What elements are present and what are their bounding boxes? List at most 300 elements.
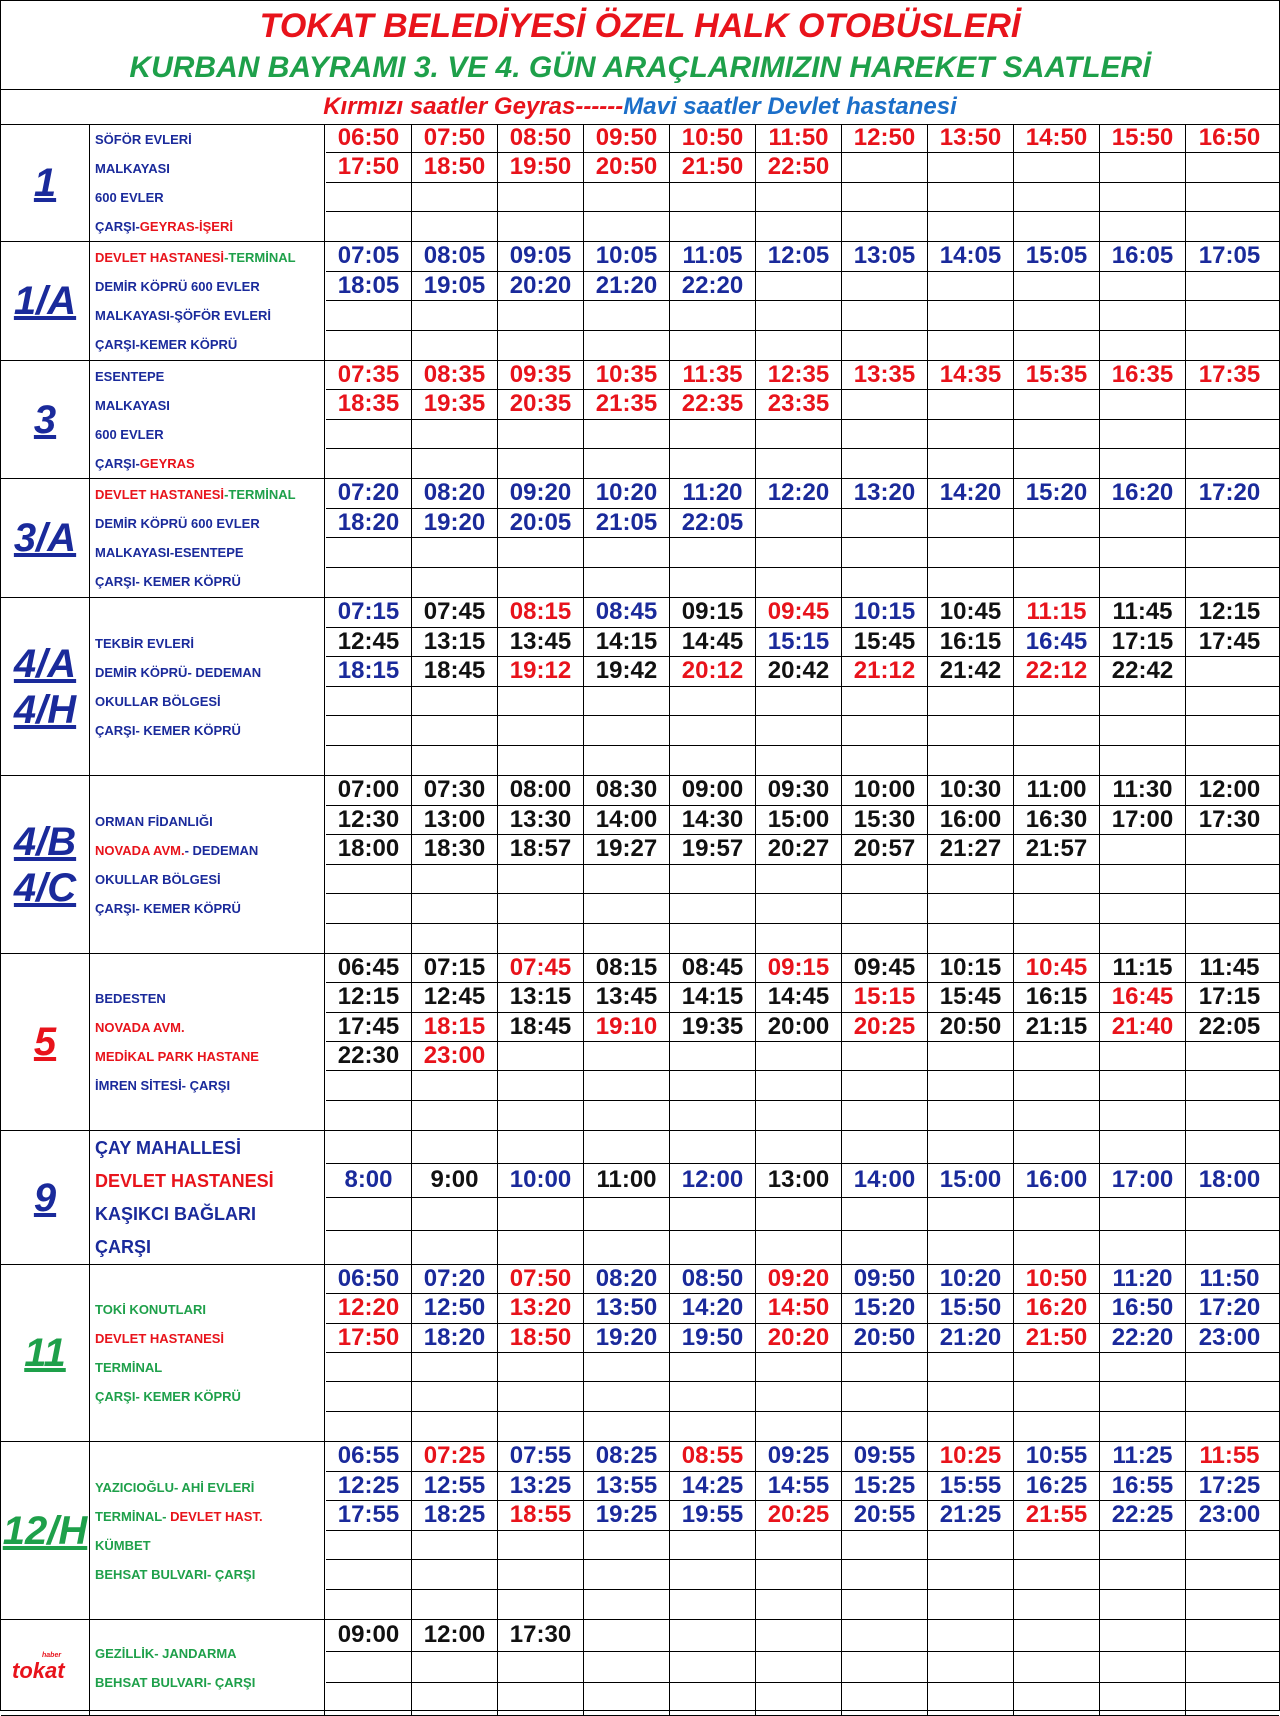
time-cell	[584, 865, 670, 894]
time-cell	[584, 1382, 670, 1410]
route-number: 1	[33, 160, 57, 205]
time-cell: 11:35	[670, 361, 756, 389]
time-cell: 10:50	[1014, 1265, 1100, 1293]
time-cell	[498, 538, 584, 567]
time-row	[326, 776, 1279, 806]
time-cell	[412, 183, 498, 211]
time-cell	[756, 1382, 842, 1410]
departure-times	[326, 1620, 1279, 1715]
time-cell	[584, 1620, 670, 1651]
time-cell: 19:20	[584, 1324, 670, 1352]
time-cell: 12:00	[412, 1620, 498, 1651]
time-cell	[1014, 331, 1100, 361]
time-cell: 08:50	[670, 1265, 756, 1293]
time-cell	[584, 331, 670, 361]
time-cell	[412, 924, 498, 954]
time-cell: 08:05	[412, 242, 498, 271]
route-number: 3	[33, 397, 57, 442]
time-cell: 13:30	[498, 806, 584, 835]
stop-name: KÜMBET	[95, 1537, 151, 1553]
time-cell: 12:20	[326, 1294, 412, 1322]
time-cell	[1186, 746, 1273, 776]
stop-name: DEVLET HASTANESİ-TERMİNAL	[95, 250, 296, 265]
time-cell	[670, 894, 756, 923]
time-cell	[928, 1620, 1014, 1651]
time-cell: 14:50	[756, 1294, 842, 1322]
time-cell: 20:05	[498, 509, 584, 538]
route-section	[1, 1442, 1279, 1620]
time-cell	[1014, 687, 1100, 716]
time-cell	[584, 449, 670, 478]
departure-times	[326, 242, 1279, 360]
time-cell	[412, 1101, 498, 1130]
time-cell	[1100, 1590, 1186, 1620]
departure-times	[326, 1265, 1279, 1441]
time-cell: 21:05	[584, 509, 670, 538]
time-cell	[584, 301, 670, 330]
stop-name: DEMİR KÖPRÜ 600 EVLER	[95, 279, 260, 294]
time-cell: 08:50	[498, 124, 584, 152]
time-cell	[1014, 538, 1100, 567]
time-cell	[842, 894, 928, 923]
time-cell	[1100, 1353, 1186, 1381]
time-cell: 13:35	[842, 361, 928, 389]
time-cell	[498, 687, 584, 716]
time-cell: 22:50	[756, 153, 842, 181]
time-cell: 12:30	[326, 806, 412, 835]
time-row	[326, 1324, 1279, 1353]
time-cell: 07:05	[326, 242, 412, 271]
time-cell: 19:12	[498, 657, 584, 686]
time-cell	[1186, 1101, 1273, 1130]
time-cell	[1186, 1071, 1273, 1099]
time-cell: 07:30	[412, 776, 498, 805]
stop-name: ÇARŞI- KEMER KÖPRÜ	[95, 574, 241, 589]
time-cell: 09:20	[756, 1265, 842, 1293]
time-cell: 08:35	[412, 361, 498, 389]
time-cell	[928, 1683, 1014, 1715]
time-cell	[498, 746, 584, 776]
route-number-cell	[1, 242, 90, 360]
time-cell	[756, 1042, 842, 1070]
time-cell	[756, 183, 842, 211]
time-cell	[326, 1683, 412, 1715]
time-row	[326, 153, 1279, 182]
time-cell	[498, 1412, 584, 1441]
time-cell: 10:15	[842, 598, 928, 627]
time-cell: 14:50	[1014, 124, 1100, 152]
stop-name: BEDESTEN	[95, 991, 166, 1006]
time-cell: 10:00	[842, 776, 928, 805]
time-cell	[326, 1560, 412, 1589]
time-cell	[326, 687, 412, 716]
time-cell	[498, 1652, 584, 1683]
time-cell: 14:25	[670, 1472, 756, 1501]
time-cell	[928, 568, 1014, 598]
time-cell	[412, 1131, 498, 1163]
time-cell	[498, 331, 584, 361]
time-cell: 12:15	[1198, 598, 1261, 626]
time-cell	[326, 420, 412, 448]
time-cell	[1014, 1101, 1100, 1130]
time-cell: 17:05	[1198, 242, 1261, 270]
time-cell: 17:00	[1100, 806, 1186, 835]
time-row	[326, 1231, 1279, 1264]
stop-name: MEDİKAL PARK HASTANE	[95, 1049, 259, 1064]
route-number: 5	[33, 1020, 57, 1064]
time-row	[326, 1013, 1279, 1042]
time-cell: 07:45	[498, 954, 584, 982]
time-cell: 17:45	[326, 1013, 412, 1041]
time-cell	[1014, 1412, 1100, 1441]
time-cell	[670, 1131, 756, 1163]
time-cell	[842, 509, 928, 538]
time-cell	[670, 212, 756, 241]
time-cell	[670, 924, 756, 954]
time-cell	[842, 687, 928, 716]
route-section	[1, 242, 1279, 361]
time-row	[326, 657, 1279, 687]
time-cell	[928, 538, 1014, 567]
time-cell: 18:20	[326, 509, 412, 538]
route-number: 3/A	[13, 516, 77, 560]
time-row	[326, 331, 1279, 361]
time-cell: 22:42	[1100, 657, 1186, 686]
time-cell	[412, 212, 498, 241]
time-cell: 14:15	[584, 628, 670, 657]
time-cell	[1186, 331, 1273, 361]
time-cell: 07:20	[326, 479, 412, 508]
time-cell	[756, 716, 842, 745]
stop-name: YAZICIOĞLU- AHİ EVLERİ	[95, 1479, 255, 1495]
time-cell: 12:15	[326, 983, 412, 1011]
route-stops	[90, 242, 325, 360]
time-cell: 06:45	[326, 954, 412, 982]
time-cell	[756, 538, 842, 567]
time-cell	[1014, 153, 1100, 181]
time-row	[326, 835, 1279, 865]
time-cell	[584, 1652, 670, 1683]
time-cell	[756, 1652, 842, 1683]
time-cell: 23:00	[412, 1042, 498, 1070]
route-section	[1, 124, 1279, 242]
time-cell	[498, 1042, 584, 1070]
time-cell: 14:20	[670, 1294, 756, 1322]
time-cell: 15:15	[842, 983, 928, 1011]
stop-name: SÖFÖR EVLERİ	[95, 131, 192, 147]
departure-times	[326, 479, 1279, 597]
time-cell: 07:45	[412, 598, 498, 627]
time-cell: 22:05	[1198, 1012, 1261, 1040]
stop-name: TEKBİR EVLERİ	[95, 635, 194, 651]
time-cell	[756, 687, 842, 716]
route-stops	[90, 124, 325, 241]
time-cell: 14:15	[670, 983, 756, 1011]
time-cell	[1014, 1590, 1100, 1620]
time-cell: 17:20	[1198, 479, 1261, 507]
time-cell	[498, 301, 584, 330]
time-row	[326, 1412, 1279, 1441]
time-cell	[326, 301, 412, 330]
stop-name: İMREN SİTESİ- ÇARŞI	[95, 1078, 231, 1093]
route-stops	[90, 954, 325, 1130]
stop-name: MALKAYASI-ESENTEPE	[95, 545, 244, 560]
time-cell: 13:00	[412, 806, 498, 835]
page-title: TOKAT BELEDİYESİ ÖZEL HALK OTOBÜSLERİ	[259, 7, 1021, 45]
time-cell: 17:30	[498, 1620, 584, 1651]
time-cell	[928, 272, 1014, 301]
time-cell	[842, 568, 928, 598]
time-cell	[756, 894, 842, 923]
time-cell	[1100, 1198, 1186, 1230]
time-cell: 18:25	[412, 1501, 498, 1530]
time-cell	[1100, 1042, 1186, 1070]
time-cell	[842, 1683, 928, 1715]
schedule-grid	[1, 124, 1279, 1716]
stop-name: BEHSAT BULVARI- ÇARŞI	[95, 1674, 256, 1690]
time-cell: 10:20	[584, 479, 670, 508]
time-cell	[1100, 212, 1186, 241]
time-cell: 11:50	[756, 124, 842, 152]
time-cell	[842, 1652, 928, 1683]
time-cell: 12:50	[842, 124, 928, 152]
time-cell: 13:50	[928, 124, 1014, 152]
time-cell	[1014, 568, 1100, 598]
time-cell	[670, 687, 756, 716]
time-cell: 19:57	[670, 835, 756, 864]
time-row	[326, 420, 1279, 449]
time-cell: 14:20	[928, 479, 1014, 508]
time-cell	[584, 1071, 670, 1099]
route-stops	[90, 479, 325, 597]
time-cell	[498, 1353, 584, 1381]
time-cell	[1186, 212, 1273, 241]
time-cell	[1100, 449, 1186, 478]
time-cell	[842, 153, 928, 181]
time-cell	[326, 212, 412, 241]
time-cell: 16:45	[1014, 628, 1100, 657]
time-cell	[842, 1231, 928, 1264]
time-cell: 10:30	[928, 776, 1014, 805]
time-cell: 16:50	[1198, 124, 1261, 152]
time-cell	[326, 183, 412, 211]
time-cell	[1014, 894, 1100, 923]
route-stops	[90, 776, 325, 953]
time-cell	[1186, 865, 1273, 894]
time-cell	[1100, 272, 1186, 301]
route-section	[1, 1131, 1279, 1265]
time-cell	[842, 1131, 928, 1163]
time-cell: 19:27	[584, 835, 670, 864]
time-cell	[1186, 183, 1273, 211]
time-cell	[1100, 509, 1186, 538]
time-cell	[584, 1560, 670, 1589]
time-cell: 16:55	[1100, 1472, 1186, 1501]
time-cell	[584, 746, 670, 776]
route-number: 9	[33, 1175, 57, 1220]
time-row	[326, 1131, 1279, 1164]
time-cell	[670, 568, 756, 598]
time-cell: 16:20	[1014, 1294, 1100, 1322]
time-cell	[756, 1531, 842, 1560]
time-cell: 17:00	[1100, 1164, 1186, 1196]
time-cell	[1100, 924, 1186, 954]
time-cell: 07:50	[498, 1265, 584, 1293]
time-cell: 22:05	[670, 509, 756, 538]
time-cell	[670, 1652, 756, 1683]
time-row	[326, 449, 1279, 478]
time-cell	[1186, 924, 1273, 954]
time-cell	[1100, 1620, 1186, 1651]
time-cell	[498, 716, 584, 745]
time-cell	[412, 449, 498, 478]
time-cell	[1186, 1131, 1273, 1163]
departure-times	[326, 1131, 1279, 1264]
time-cell	[928, 924, 1014, 954]
time-cell	[1100, 331, 1186, 361]
route-section	[1, 479, 1279, 598]
time-cell	[842, 390, 928, 418]
time-cell: 12:50	[412, 1294, 498, 1322]
time-cell	[326, 331, 412, 361]
time-cell	[928, 1353, 1014, 1381]
time-cell	[756, 1198, 842, 1230]
time-cell	[498, 1560, 584, 1589]
time-cell	[928, 1231, 1014, 1264]
time-cell: 12:45	[326, 628, 412, 657]
departure-times	[326, 776, 1279, 953]
time-cell	[498, 1531, 584, 1560]
time-cell	[498, 1683, 584, 1715]
time-cell	[928, 1412, 1014, 1441]
time-cell	[842, 746, 928, 776]
stop-name: ÇARŞI- KEMER KÖPRÜ	[95, 1389, 241, 1404]
time-cell	[670, 1590, 756, 1620]
time-cell	[498, 183, 584, 211]
route-stops	[90, 1265, 325, 1441]
time-cell	[842, 183, 928, 211]
time-cell	[1100, 687, 1186, 716]
time-cell: 11:50	[1199, 1265, 1260, 1293]
time-cell	[326, 1353, 412, 1381]
time-cell	[842, 331, 928, 361]
time-row	[326, 301, 1279, 331]
route-number: 4/A	[13, 641, 77, 686]
time-cell: 09:00	[670, 776, 756, 805]
stop-name: ÇARŞI-GEYRAS	[95, 455, 195, 471]
time-cell: 22:30	[326, 1042, 412, 1070]
time-cell	[498, 449, 584, 478]
time-cell	[326, 1101, 412, 1130]
route-number-cell	[1, 954, 90, 1130]
time-cell	[928, 1382, 1014, 1410]
time-row	[326, 1442, 1279, 1472]
time-row	[326, 865, 1279, 895]
route-number-cell	[1, 598, 90, 775]
time-cell: 12:35	[756, 361, 842, 389]
time-cell	[928, 509, 1014, 538]
time-cell	[928, 420, 1014, 448]
time-cell: 17:50	[326, 153, 412, 181]
route-number: 4/H	[13, 687, 77, 732]
time-cell	[1186, 835, 1273, 864]
time-cell	[756, 568, 842, 598]
time-cell: 07:00	[326, 776, 412, 805]
time-cell	[412, 1198, 498, 1230]
time-cell	[1014, 716, 1100, 745]
time-cell: 17:30	[1198, 805, 1261, 833]
route-section	[1, 776, 1279, 954]
time-cell	[842, 1198, 928, 1230]
time-cell	[928, 153, 1014, 181]
stop-name: DEVLET HASTANESİ	[95, 1331, 225, 1346]
time-row	[326, 242, 1279, 272]
time-cell	[670, 183, 756, 211]
time-cell	[584, 687, 670, 716]
time-cell	[584, 1231, 670, 1264]
time-cell	[584, 1353, 670, 1381]
time-cell: 14:00	[584, 806, 670, 835]
time-cell	[670, 420, 756, 448]
time-cell: 20:50	[842, 1324, 928, 1352]
time-row	[326, 1265, 1279, 1294]
time-row	[326, 1620, 1279, 1652]
time-cell: 13:50	[584, 1294, 670, 1322]
time-cell	[756, 212, 842, 241]
time-cell: 20:20	[756, 1324, 842, 1352]
time-cell: 09:50	[842, 1265, 928, 1293]
time-cell	[1186, 568, 1273, 598]
time-cell	[1186, 1231, 1273, 1264]
time-cell	[1014, 1652, 1100, 1683]
time-cell	[1186, 1382, 1273, 1410]
time-cell	[842, 212, 928, 241]
time-cell: 08:45	[584, 598, 670, 627]
time-row	[326, 894, 1279, 924]
time-cell	[412, 420, 498, 448]
time-cell: 15:50	[1100, 124, 1186, 152]
time-cell	[1186, 1198, 1273, 1230]
time-cell: 09:15	[670, 598, 756, 627]
time-cell	[1186, 1531, 1273, 1560]
time-cell: 20:00	[756, 1013, 842, 1041]
time-cell	[584, 1531, 670, 1560]
time-cell: 13:05	[842, 242, 928, 271]
time-cell: 11:55	[1199, 1442, 1260, 1470]
time-cell: 10:45	[1014, 954, 1100, 982]
time-cell	[498, 1071, 584, 1099]
time-cell	[842, 538, 928, 567]
time-cell: 10:05	[584, 242, 670, 271]
time-cell	[1186, 894, 1273, 923]
time-cell: 09:05	[498, 242, 584, 271]
time-cell: 19:55	[670, 1501, 756, 1530]
time-cell: 14:05	[928, 242, 1014, 271]
time-row	[326, 1652, 1279, 1684]
time-cell	[1186, 420, 1273, 448]
time-cell: 12:05	[756, 242, 842, 271]
stop-name: DEVLET HASTANESİ	[95, 1170, 274, 1191]
time-cell	[1186, 1560, 1273, 1589]
time-cell	[756, 746, 842, 776]
stop-name: MALKAYASI-ŞÖFÖR EVLERİ	[95, 308, 272, 323]
tokat-haber-logo: haber tokat	[12, 1652, 65, 1683]
time-cell	[1100, 746, 1186, 776]
time-cell: 16:15	[928, 628, 1014, 657]
time-cell	[584, 1198, 670, 1230]
stop-name: MALKAYASI	[95, 397, 170, 413]
time-cell	[670, 1042, 756, 1070]
